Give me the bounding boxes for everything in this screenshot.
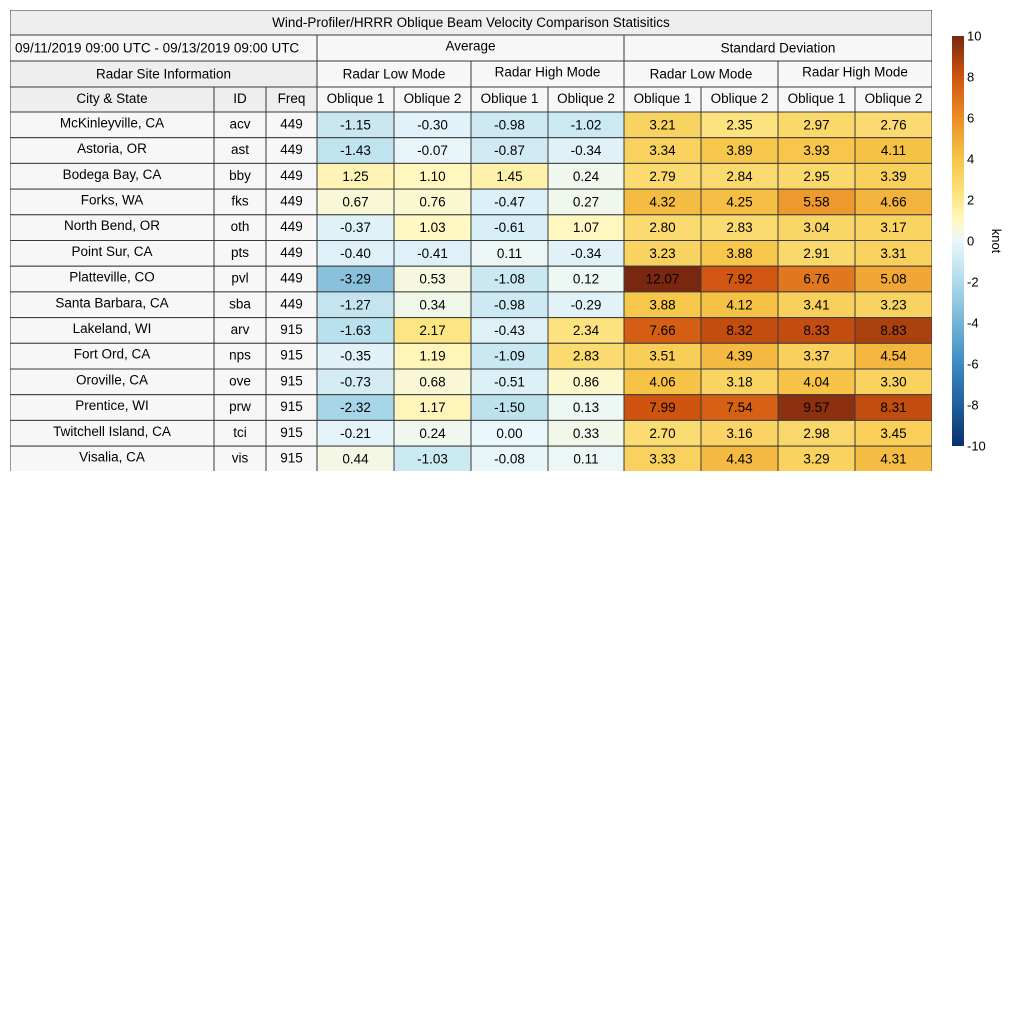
site-id-label: pts [230, 244, 250, 260]
value-label: 8.33 [803, 322, 830, 338]
value-label: -0.34 [570, 245, 602, 261]
freq-label: 449 [280, 296, 303, 312]
value-label: 3.45 [880, 425, 907, 441]
value-label: -0.07 [417, 143, 448, 159]
value-label: 2.79 [649, 168, 676, 184]
value-label: 5.58 [803, 194, 830, 210]
value-label: 7.92 [726, 271, 753, 287]
value-label: 0.13 [572, 400, 600, 416]
value-label: -0.98 [494, 297, 525, 313]
freq-label: 449 [280, 244, 303, 260]
value-label: -0.61 [494, 220, 525, 236]
site-id-label: arv [230, 321, 250, 337]
value-label: 2.76 [880, 117, 907, 133]
value-label: 0.00 [496, 425, 523, 441]
column-header: Oblique 1 [480, 91, 539, 106]
value-label: 0.53 [419, 271, 446, 287]
value-label: 3.16 [726, 425, 753, 441]
value-label: 3.41 [803, 297, 830, 313]
value-label: 0.11 [573, 451, 599, 467]
city-label: Santa Barbara, CA [55, 295, 169, 311]
city-label: Platteville, CO [69, 269, 155, 285]
value-label: -0.29 [570, 297, 602, 313]
city-label: Forks, WA [80, 192, 144, 208]
value-label: -1.50 [494, 400, 525, 416]
value-label: 2.70 [649, 425, 676, 441]
column-header: Oblique 2 [403, 91, 462, 106]
value-label: -1.08 [494, 271, 525, 287]
colorbar-tick-label: 10 [967, 30, 982, 44]
freq-label: 449 [280, 219, 303, 235]
value-label: 0.67 [342, 194, 369, 210]
value-label: -0.47 [494, 194, 525, 210]
colorbar-tick-label: 2 [967, 192, 975, 208]
value-label: 0.12 [572, 271, 600, 287]
value-label: 2.83 [572, 348, 600, 364]
colorbar-tick-label: 6 [967, 110, 975, 126]
value-label: 8.31 [880, 400, 907, 416]
value-label: 4.25 [726, 194, 753, 210]
freq-label: 915 [280, 347, 303, 363]
value-label: 4.32 [649, 194, 676, 210]
site-id-label: sba [229, 296, 251, 312]
column-header: Oblique 2 [557, 91, 615, 106]
value-label: 0.33 [572, 425, 600, 441]
value-label: 0.44 [342, 451, 369, 467]
value-label: 3.93 [803, 143, 830, 159]
site-id-label: vis [231, 450, 249, 466]
value-label: 0.11 [496, 245, 523, 261]
site-id-label: fks [231, 193, 249, 209]
freq-label: 915 [280, 399, 303, 415]
colorbar-tick-label: 8 [967, 69, 975, 85]
city-label: Visalia, CA [79, 449, 145, 465]
value-label: -0.34 [570, 143, 602, 159]
colorbar-unit-label: knot [989, 228, 1004, 254]
value-label: 3.17 [880, 220, 907, 236]
city-label: Point Sur, CA [71, 243, 153, 259]
value-label: 3.37 [803, 348, 830, 364]
value-label: -1.03 [417, 451, 448, 467]
value-label: 2.91 [803, 245, 830, 261]
value-label: 12.07 [645, 271, 680, 287]
value-label: 4.12 [726, 297, 753, 313]
city-label: Lakeland, WI [72, 320, 152, 336]
value-label: -1.09 [494, 348, 525, 364]
city-label: Astoria, OR [77, 141, 147, 157]
value-label: 4.11 [880, 143, 907, 159]
value-label: 3.34 [649, 143, 676, 159]
value-label: -1.43 [340, 143, 371, 159]
value-label: 4.66 [880, 194, 907, 210]
value-label: -0.40 [340, 245, 371, 261]
value-label: -0.51 [494, 374, 525, 390]
value-label: 3.30 [880, 374, 907, 390]
colorbar-gradient [952, 36, 964, 446]
city-label: Bodega Bay, CA [62, 166, 162, 182]
value-label: 0.68 [419, 374, 446, 390]
value-label: -0.08 [494, 451, 525, 467]
value-label: 3.89 [726, 143, 753, 159]
value-label: 3.39 [880, 168, 907, 184]
site-id-label: ast [230, 142, 250, 158]
value-label: 4.31 [880, 451, 907, 467]
freq-label: 915 [280, 424, 303, 440]
value-label: 1.17 [419, 400, 446, 416]
value-label: 1.25 [342, 168, 369, 184]
colorbar-tick-label: -10 [967, 438, 986, 454]
statistics-table [10, 10, 932, 471]
value-label: 2.17 [419, 322, 446, 338]
value-label: -2.32 [340, 400, 371, 416]
column-header: Oblique 1 [633, 91, 692, 106]
value-label: -1.15 [340, 117, 371, 133]
value-label: 0.34 [419, 297, 446, 313]
city-label: Fort Ord, CA [73, 346, 151, 362]
column-header: Oblique 2 [864, 91, 923, 106]
city-label: Twitchell Island, CA [53, 423, 171, 439]
value-label: 1.07 [572, 220, 600, 236]
value-label: -3.29 [340, 271, 371, 287]
city-label: Prentice, WI [75, 398, 149, 414]
colorbar-tick-label: -8 [967, 397, 979, 413]
value-label: 1.03 [419, 220, 446, 236]
value-label: -0.41 [417, 245, 448, 261]
column-header: Freq [277, 91, 306, 106]
colorbar-tick-label: -4 [967, 315, 979, 331]
freq-label: 449 [280, 142, 303, 158]
colorbar-tick-label: 4 [967, 151, 975, 167]
value-label: 2.83 [726, 220, 753, 236]
site-id-label: ove [229, 373, 251, 389]
mode-header: Radar Low Mode [342, 66, 446, 82]
value-label: 0.76 [419, 194, 446, 210]
freq-label: 449 [280, 116, 303, 132]
value-label: 1.19 [419, 348, 446, 364]
value-label: -0.73 [340, 374, 371, 390]
site-id-label: prw [229, 399, 251, 415]
mode-header: Radar High Mode [802, 64, 908, 80]
value-label: 0.24 [419, 425, 446, 441]
site-id-label: tci [233, 424, 247, 440]
value-label: 9.57 [803, 400, 830, 416]
city-label: Oroville, CA [75, 372, 149, 388]
city-label: North Bend, OR [63, 218, 161, 234]
value-label: 4.54 [880, 348, 907, 364]
value-label: -1.02 [570, 117, 602, 133]
value-label: -0.30 [417, 117, 448, 133]
colorbar-tick-label: -2 [967, 274, 979, 290]
mode-header: Radar Low Mode [649, 66, 753, 82]
group-header-average: Average [445, 38, 496, 54]
value-label: 8.32 [726, 322, 753, 338]
value-label: 3.88 [649, 297, 676, 313]
value-label: 5.08 [880, 271, 907, 287]
date-range: 09/11/2019 09:00 UTC - 09/13/2019 09:00 UTC [15, 40, 300, 56]
site-info-header: Radar Site Information [95, 66, 232, 82]
mode-header: Radar High Mode [494, 64, 601, 80]
value-label: 7.99 [649, 400, 676, 416]
value-label: -0.37 [340, 220, 371, 236]
freq-label: 449 [280, 270, 303, 286]
freq-label: 449 [280, 193, 303, 209]
value-label: 2.98 [803, 425, 830, 441]
value-label: -1.27 [340, 297, 371, 313]
value-label: 4.04 [803, 374, 830, 390]
value-label: 3.33 [649, 451, 676, 467]
value-label: 4.06 [649, 374, 676, 390]
colorbar-tick-label: 0 [967, 233, 975, 249]
column-header: Oblique 1 [787, 91, 846, 106]
site-id-label: nps [229, 347, 251, 363]
value-label: 3.18 [726, 374, 753, 390]
value-label: 2.80 [649, 220, 676, 236]
value-label: 0.24 [572, 168, 600, 184]
colorbar-tick-label: -6 [967, 356, 979, 372]
value-label: 2.84 [726, 168, 753, 184]
value-label: 3.21 [649, 117, 676, 133]
table-title: Wind-Profiler/HRRR Oblique Beam Velocity Comparison Statisitics [272, 15, 670, 30]
value-label: 3.29 [803, 451, 830, 467]
freq-label: 915 [280, 373, 303, 389]
value-label: -0.35 [340, 348, 371, 364]
site-id-label: pvl [231, 270, 249, 286]
column-header: Oblique 2 [710, 91, 769, 106]
column-header: ID [233, 91, 247, 106]
value-label: 0.86 [572, 374, 600, 390]
value-label: 1.45 [496, 168, 523, 184]
freq-label: 915 [280, 450, 303, 466]
value-label: 2.95 [803, 168, 830, 184]
value-label: 1.10 [419, 168, 446, 184]
value-label: 2.34 [572, 322, 600, 338]
value-label: -1.63 [340, 322, 371, 338]
value-label: 2.97 [803, 117, 830, 133]
freq-label: 449 [280, 167, 303, 183]
value-label: -0.43 [494, 322, 525, 338]
city-label: McKinleyville, CA [59, 115, 165, 131]
value-label: 3.88 [726, 245, 753, 261]
value-label: 3.04 [803, 220, 830, 236]
value-label: -0.98 [494, 117, 525, 133]
value-label: 3.23 [649, 245, 676, 261]
value-label: 7.66 [649, 322, 676, 338]
column-header: City & State [76, 91, 148, 106]
value-label: 2.35 [726, 117, 753, 133]
group-header-stddev: Standard Deviation [720, 40, 836, 56]
value-label: -0.87 [494, 143, 525, 159]
value-label: 3.31 [880, 245, 907, 261]
value-label: 8.83 [880, 322, 907, 338]
value-label: 6.76 [803, 271, 830, 287]
value-label: 7.54 [726, 400, 753, 416]
site-id-label: oth [230, 219, 250, 235]
value-label: 3.23 [880, 297, 907, 313]
column-header: Oblique 1 [326, 91, 385, 106]
value-label: 4.39 [726, 348, 753, 364]
colorbar [950, 30, 1024, 460]
value-label: -0.21 [340, 425, 371, 441]
value-label: 4.43 [726, 451, 753, 467]
site-id-label: acv [229, 116, 251, 132]
value-label: 0.27 [572, 194, 600, 210]
freq-label: 915 [280, 321, 303, 337]
value-label: 3.51 [649, 348, 676, 364]
site-id-label: bby [229, 167, 251, 183]
